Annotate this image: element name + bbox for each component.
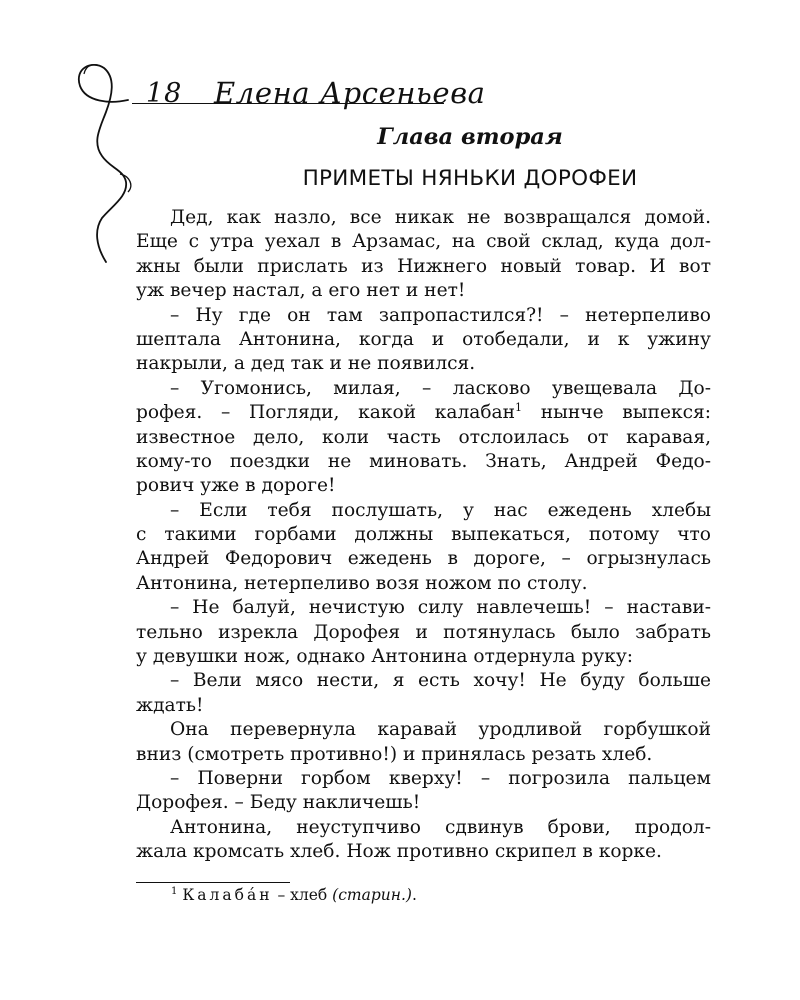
- text-line: рович уже в дороге!: [136, 475, 336, 497]
- text-line: жны были прислать из Нижнего новый товар. И вот: [136, 255, 711, 277]
- page-number: 18: [146, 78, 183, 109]
- footnote-definition: – хлеб: [272, 886, 333, 904]
- text-line: Антонина, неуступчиво сдвинув брови, продол-: [170, 816, 711, 838]
- text-line: – Ну где он там запропастился?! – нетерпеливо: [170, 304, 711, 326]
- text-line-with-footnote-ref: [136, 401, 711, 425]
- text-line: у девушки нож, однако Антонина отдернула руку:: [136, 646, 634, 668]
- footnote-reference: 1: [515, 401, 523, 415]
- author-name: Елена Арсеньева: [214, 76, 486, 110]
- text-line: – Если тебя послушать, у нас ежедень хлебы: [170, 499, 711, 521]
- text-line: Еще с утра уехал в Арзамас, на свой склад, куда дол-: [136, 231, 711, 253]
- text-line: – Не балуй, нечистую силу навлечешь! – настави-: [170, 597, 711, 619]
- footnote-rule: [136, 882, 290, 883]
- text-line: ждать!: [136, 694, 204, 716]
- text-line: накрыли, а дед так и не появился.: [136, 353, 476, 375]
- chapter-label: Глава вторая: [377, 124, 563, 150]
- footnote-note: (старин.): [332, 886, 412, 904]
- header-rule: [132, 103, 444, 104]
- footnote-marker: 1: [171, 886, 178, 897]
- text-line: шептала Антонина, когда и отобедали, и к ужину: [136, 328, 711, 350]
- footnote-end: .: [411, 886, 417, 904]
- text-line: – Вели мясо нести, я есть хочу! Не буду больше: [170, 670, 711, 692]
- text-line: Она перевернула каравай уродливой горбушкой: [170, 719, 711, 741]
- text-line: кому-то поездки не миновать. Знать, Андрей Федо-: [136, 450, 711, 472]
- footnote: [171, 886, 417, 904]
- body-text: [136, 206, 711, 865]
- chapter-title: ПРИМЕТЫ НЯНЬКИ ДОРОФЕИ: [302, 166, 638, 191]
- text-line: – Поверни горбом кверху! – погрозила пальцем: [170, 767, 711, 789]
- running-head: [118, 64, 486, 114]
- text-line: с такими горбами должны выпекаться, потому что: [136, 524, 711, 546]
- footnote-term: Калаба́н: [182, 886, 273, 904]
- text-line: уж вечер настал, а его нет и нет!: [136, 280, 466, 302]
- text-line: тельно изрекла Дорофея и потянулась было забрать: [136, 621, 711, 643]
- text-line: Дорофея. – Беду накличешь!: [136, 792, 421, 814]
- text-line-tail: нынче выпекся:: [522, 402, 711, 424]
- text-line: жала кромсать хлеб. Нож противно скрипел в корке.: [136, 841, 662, 863]
- text-line: вниз (смотреть противно!) и принялась резать хлеб.: [136, 743, 653, 765]
- text-line: Антонина, нетерпеливо возя ножом по столу.: [136, 572, 588, 594]
- text-line: Дед, как назло, все никак не возвращался домой.: [170, 207, 711, 228]
- text-line: Андрей Федорович ежедень в дороге, – огрызнулась: [136, 548, 711, 570]
- text-line: известное дело, коли часть отслоилась от каравая,: [136, 426, 711, 448]
- text-line: – Угомонись, милая, – ласково увещевала До-: [170, 377, 711, 399]
- text-line-head: рофея. – Погляди, какой калабан: [136, 402, 516, 424]
